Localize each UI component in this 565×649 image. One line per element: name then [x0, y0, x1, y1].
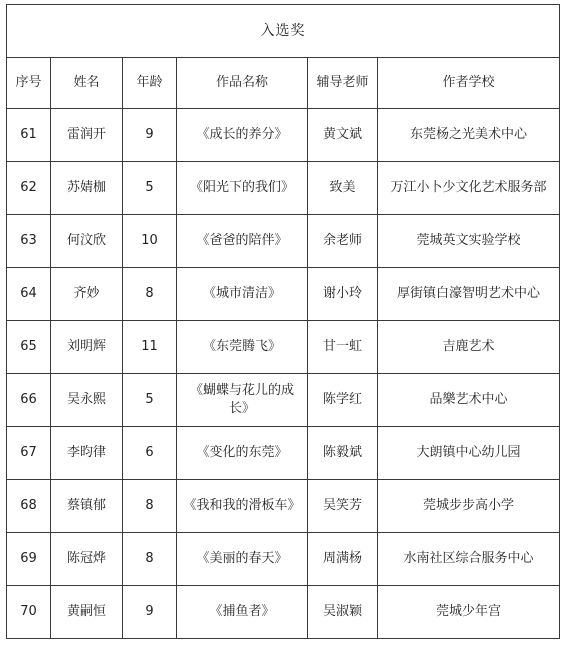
header-name: 姓名 [51, 58, 123, 109]
cell-age: 9 [123, 109, 177, 162]
award-table [6, 4, 560, 639]
cell-name: 苏婧枷 [51, 162, 123, 215]
cell-school: 吉鹿艺术 [378, 321, 560, 374]
cell-index: 63 [7, 215, 51, 268]
cell-age: 6 [123, 427, 177, 480]
cell-teacher: 余老师 [308, 215, 378, 268]
table-row [7, 268, 560, 321]
cell-age: 5 [123, 162, 177, 215]
table-row [7, 109, 560, 162]
cell-name: 陈冠烨 [51, 533, 123, 586]
cell-index: 68 [7, 480, 51, 533]
cell-school: 莞城英文实验学校 [378, 215, 560, 268]
header-age: 年龄 [123, 58, 177, 109]
table-row [7, 480, 560, 533]
cell-teacher: 吴淑颖 [308, 586, 378, 639]
cell-work-title: 《东莞腾飞》 [177, 321, 308, 374]
cell-index: 66 [7, 374, 51, 427]
table-title-row [7, 5, 560, 58]
cell-name: 黄嗣恒 [51, 586, 123, 639]
cell-teacher: 陈学红 [308, 374, 378, 427]
table-row [7, 374, 560, 427]
cell-school: 水南社区综合服务中心 [378, 533, 560, 586]
table-row [7, 427, 560, 480]
header-index: 序号 [7, 58, 51, 109]
cell-name: 雷润开 [51, 109, 123, 162]
cell-teacher: 吴笑芳 [308, 480, 378, 533]
header-work-title: 作品名称 [177, 58, 308, 109]
cell-school: 东莞杨之光美术中心 [378, 109, 560, 162]
cell-index: 70 [7, 586, 51, 639]
header-teacher: 辅导老师 [308, 58, 378, 109]
cell-work-title: 《阳光下的我们》 [177, 162, 308, 215]
table-title: 入选奖 [7, 5, 560, 58]
cell-teacher: 周满杨 [308, 533, 378, 586]
cell-teacher: 陈毅斌 [308, 427, 378, 480]
cell-age: 8 [123, 533, 177, 586]
cell-work-title: 《爸爸的陪伴》 [177, 215, 308, 268]
cell-age: 5 [123, 374, 177, 427]
cell-index: 69 [7, 533, 51, 586]
cell-school: 厚街镇白濠智明艺术中心 [378, 268, 560, 321]
table-row [7, 162, 560, 215]
cell-name: 吴永熙 [51, 374, 123, 427]
cell-work-title: 《美丽的春天》 [177, 533, 308, 586]
cell-school: 万江小卜少文化艺术服务部 [378, 162, 560, 215]
cell-name: 何汶欣 [51, 215, 123, 268]
table-row [7, 321, 560, 374]
cell-teacher: 谢小玲 [308, 268, 378, 321]
cell-work-title: 《城市清洁》 [177, 268, 308, 321]
cell-school: 品樂艺术中心 [378, 374, 560, 427]
cell-age: 9 [123, 586, 177, 639]
cell-name: 刘明辉 [51, 321, 123, 374]
cell-name: 李昀律 [51, 427, 123, 480]
cell-name: 齐妙 [51, 268, 123, 321]
cell-school: 莞城少年宫 [378, 586, 560, 639]
table-row [7, 533, 560, 586]
header-school: 作者学校 [378, 58, 560, 109]
cell-work-title: 《捕鱼者》 [177, 586, 308, 639]
cell-age: 10 [123, 215, 177, 268]
cell-work-title: 《我和我的滑板车》 [177, 480, 308, 533]
cell-index: 67 [7, 427, 51, 480]
cell-teacher: 致美 [308, 162, 378, 215]
table-header-row [7, 58, 560, 109]
cell-index: 64 [7, 268, 51, 321]
cell-index: 61 [7, 109, 51, 162]
cell-index: 65 [7, 321, 51, 374]
table-row [7, 215, 560, 268]
table-row [7, 586, 560, 639]
cell-work-title: 《变化的东莞》 [177, 427, 308, 480]
cell-name: 蔡镇郁 [51, 480, 123, 533]
cell-school: 大朗镇中心幼儿园 [378, 427, 560, 480]
cell-work-title: 《蝴蝶与花儿的成长》 [177, 374, 308, 427]
cell-work-title: 《成长的养分》 [177, 109, 308, 162]
cell-teacher: 黄文斌 [308, 109, 378, 162]
cell-teacher: 甘一虹 [308, 321, 378, 374]
cell-age: 8 [123, 268, 177, 321]
cell-age: 8 [123, 480, 177, 533]
cell-age: 11 [123, 321, 177, 374]
cell-school: 莞城步步高小学 [378, 480, 560, 533]
cell-index: 62 [7, 162, 51, 215]
